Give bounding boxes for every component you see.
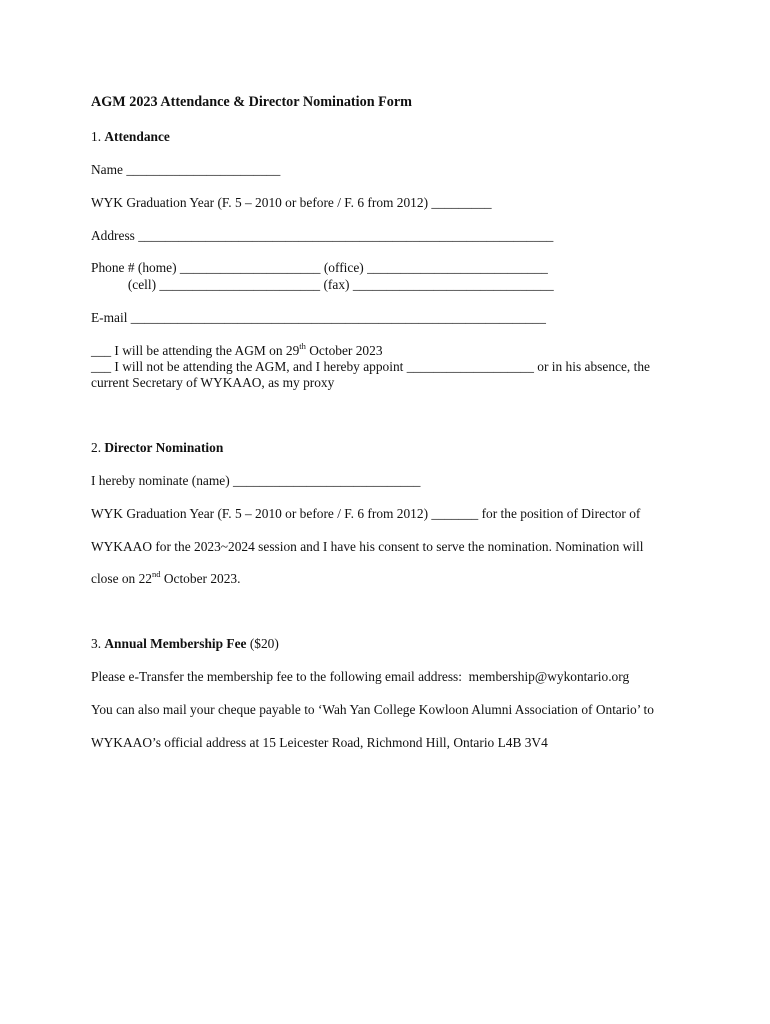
nomination-session-text: WYKAAO for the 2023~2024 session and I have his consent to serve the nomination. Nomination will <box>91 539 644 554</box>
nomination-close-text <box>91 570 240 587</box>
nominee-graduation-year-line: WYK Graduation Year (F. 5 – 2010 or before / F. 6 from 2012) _______ for the position of Director of <box>91 506 641 521</box>
attending-date-suffix: th <box>299 340 306 351</box>
nomination-close-month: October 2023. <box>160 571 241 586</box>
attending-date-month: October 2023 <box>305 343 383 358</box>
section-3-title: Annual Membership Fee <box>104 636 247 651</box>
section-2-title: Director Nomination <box>104 440 224 455</box>
phone-home-office-line: Phone # (home) _____________________ (office) ___________________________ <box>91 260 548 275</box>
address-field-line: Address ______________________________________________________________ <box>91 228 554 243</box>
cheque-instructions: You can also mail your cheque payable to ‘Wah Yan College Kowloon Alumni Association of Ontario’ to <box>91 702 654 717</box>
graduation-year-field-line: WYK Graduation Year (F. 5 – 2010 or before / F. 6 from 2012) _________ <box>91 195 492 210</box>
proxy-text: current Secretary of WYKAAO, as my proxy <box>91 375 335 390</box>
nomination-close-date-suffix: nd <box>152 568 161 579</box>
form-title: AGM 2023 Attendance & Director Nomination Form <box>91 94 413 110</box>
section-1-number: 1. <box>91 129 105 144</box>
section-2-number: 2. <box>91 440 105 455</box>
attending-option-text: ___ I will be attending the AGM on 29 <box>91 343 300 358</box>
section-1-heading <box>91 128 170 145</box>
section-2-heading <box>91 439 223 456</box>
mailing-address-text: WYKAAO’s official address at 15 Leicester Road, Richmond Hill, Ontario L4B 3V4 <box>91 735 548 750</box>
section-3-number: 3. <box>91 636 105 651</box>
membership-fee-amount: ($20) <box>246 636 279 651</box>
etransfer-instructions: Please e-Transfer the membership fee to the following email address: membership@wykontario.org <box>91 669 630 684</box>
name-field-line: Name _______________________ <box>91 162 281 177</box>
email-field-line: E-mail ______________________________________________________________ <box>91 310 546 325</box>
phone-cell-fax-line: (cell) ________________________ (fax) ______________________________ <box>91 277 554 292</box>
not-attending-option: ___ I will not be attending the AGM, and I hereby appoint ___________________ or in his absence, the <box>91 359 650 374</box>
nominee-name-line: I hereby nominate (name) ____________________________ <box>91 473 421 488</box>
attending-option <box>91 342 383 359</box>
nomination-close-prefix: close on 22 <box>91 571 152 586</box>
section-3-heading <box>91 635 279 652</box>
section-1-title: Attendance <box>104 129 170 144</box>
